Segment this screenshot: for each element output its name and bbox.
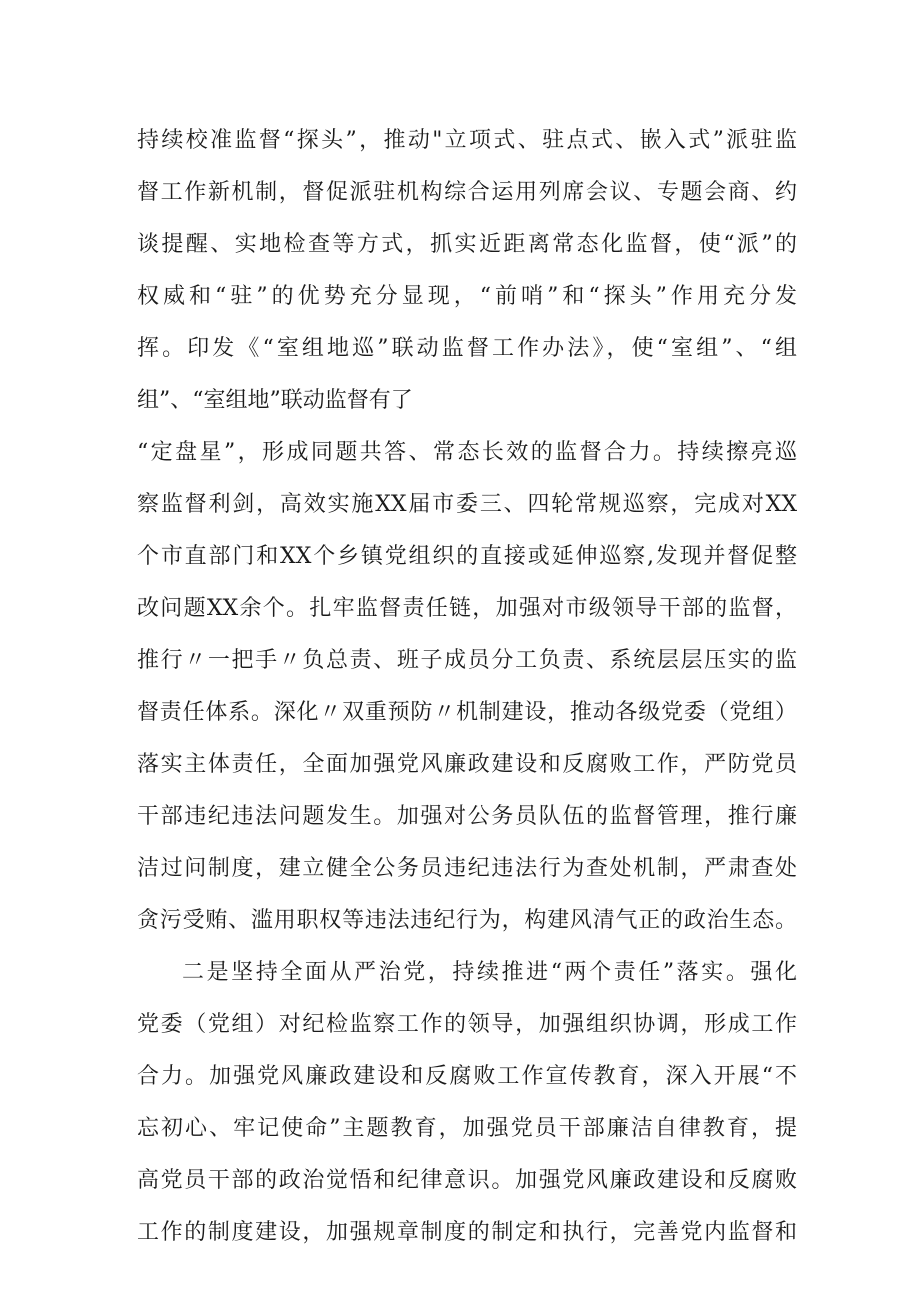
text-line: 持续校准监督“探头”，推动"立项式、驻点式、嵌入式”派驻监 (137, 128, 797, 153)
text-line: 督工作新机制，督促派驻机构综合运用列席会议、专题会商、约 (137, 180, 797, 205)
text-line: 谈提醒、实地检查等方式，抓实近距离常态化监督，使“派”的 (137, 232, 797, 257)
text-line: 推行〃一把手〃负总责、班子成员分工负责、系统层层压实的监 (137, 648, 797, 673)
text-line: 组”、“室组地”联动监督有了 (137, 388, 413, 413)
text-line: 洁过问制度，建立健全公务员违纪违法行为查处机制，严肃查处 (137, 856, 797, 881)
text-line: 党委（党组）对纪检监察工作的领导，加强组织协调，形成工作 (137, 1012, 797, 1037)
text-line: 忘初心、牢记使命”主题教育，加强党员干部廉洁自律教育，提 (137, 1116, 797, 1141)
text-line: 工作的制度建设，加强规章制度的制定和执行，完善党内监督和 (137, 1220, 797, 1245)
text-line: 落实主体责任，全面加强党风廉政建设和反腐败工作，严防党员 (137, 752, 797, 777)
text-line: 察监督利剑，高效实施XX届市委三、四轮常规巡察，完成对XX (137, 492, 797, 517)
text-line: 贪污受贿、滥用职权等违法违纪行为，构建风清气正的政治生态。 (137, 908, 797, 933)
paragraph-start-line: 二是坚持全面从严治党，持续推进“两个责任”落实。强化 (182, 960, 797, 985)
text-line: 干部违纪违法问题发生。加强对公务员队伍的监督管理，推行廉 (137, 804, 797, 829)
text-line: 权威和“驻”的优势充分显现，“前哨”和“探头”作用充分发 (137, 284, 797, 309)
text-line: “定盘星”，形成同题共答、常态长效的监督合力。持续擦亮巡 (137, 440, 797, 465)
text-line: 高党员干部的政治觉悟和纪律意识。加强党风廉政建设和反腐败 (137, 1168, 797, 1193)
text-line: 挥。印发《“室组地巡”联动监督工作办法》，使“室组”、“组 (137, 336, 797, 361)
text-line: 督责任体系。深化〃双重预防〃机制建设，推动各级党委（党组） (137, 700, 797, 725)
text-line: 合力。加强党风廉政建设和反腐败工作宣传教育，深入开展“不 (137, 1064, 797, 1089)
text-line: 改问题XX余个。扎牢监督责任链，加强对市级领导干部的监督， (137, 596, 797, 621)
text-line: 个市直部门和XX个乡镇党组织的直接或延伸巡察,发现并督促整 (137, 544, 797, 569)
